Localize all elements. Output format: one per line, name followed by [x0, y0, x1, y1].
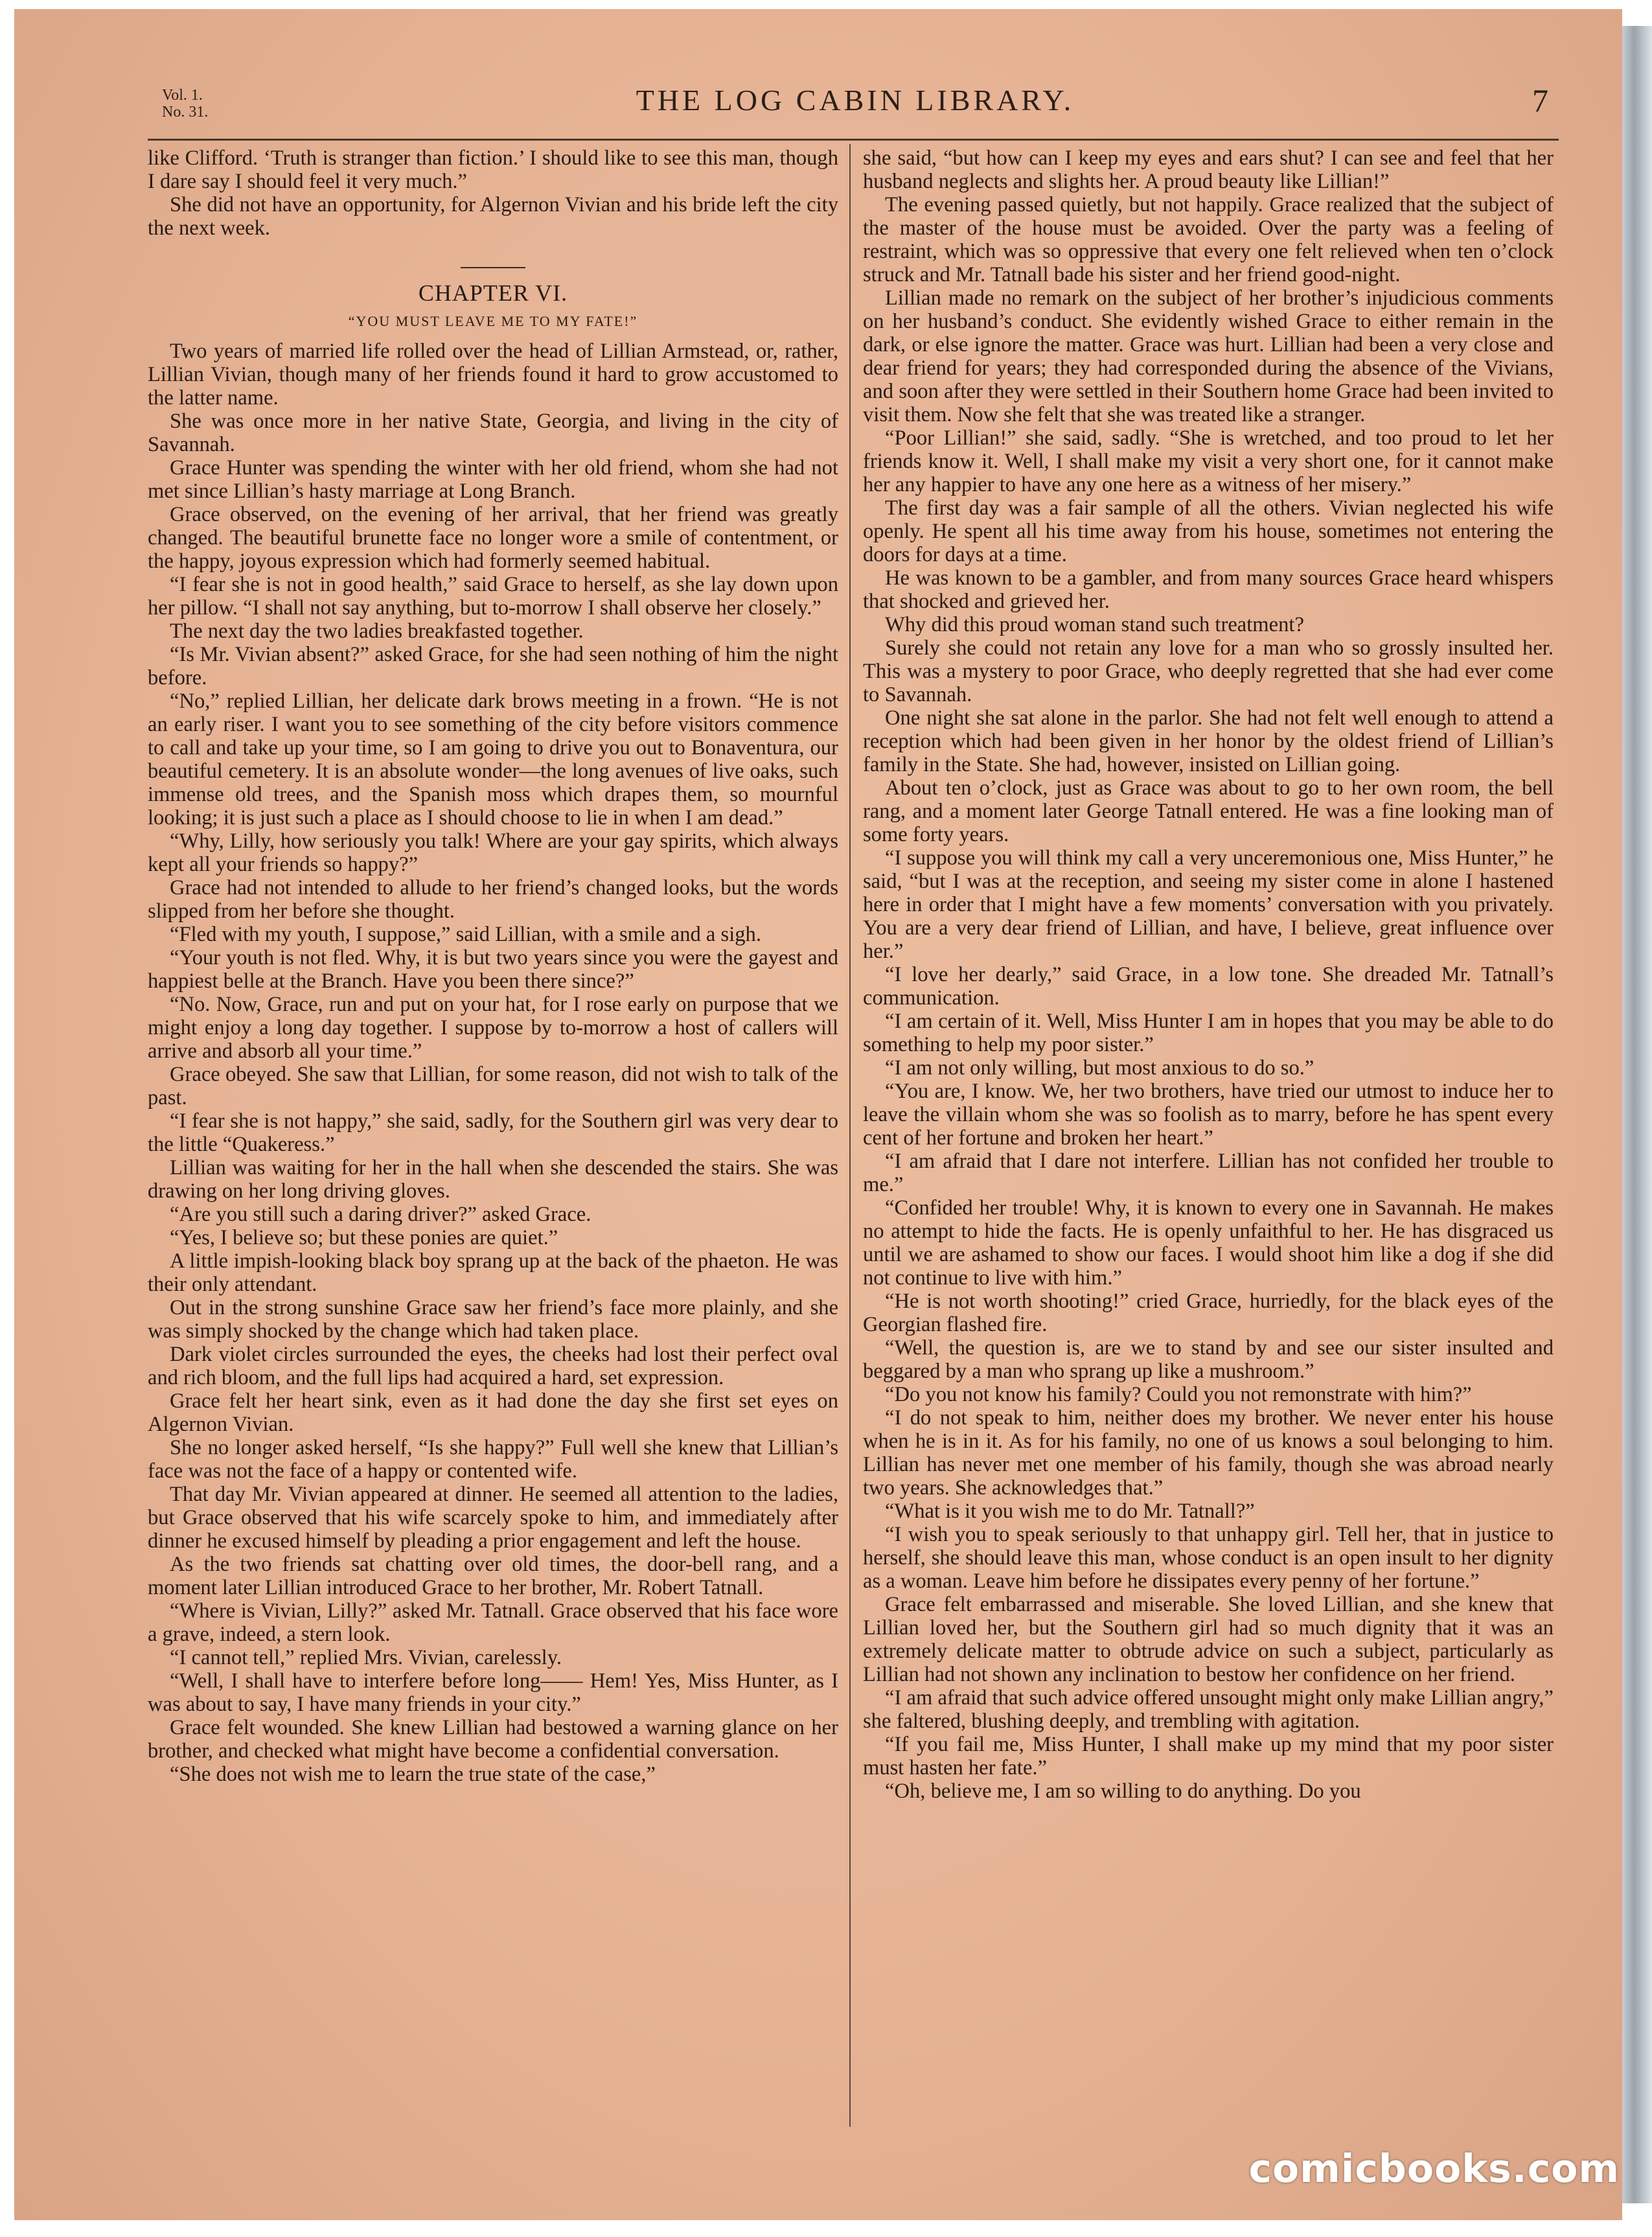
paragraph: Grace Hunter was spending the winter with her old friend, whom she had not met since Lillian’s hasty marriage at Long Branch.: [148, 456, 838, 503]
paragraph: Grace observed, on the evening of her arrival, that her friend was greatly changed. The beautiful brunette face no longer wore a smile of contentment, or the happy, joyous expression which had formerly seemed habitual.: [148, 503, 838, 573]
paragraph: like Clifford. ‘Truth is stranger than fiction.’ I should like to see this man, though I dare say I should feel it very much.”: [148, 146, 838, 193]
paragraph: Grace felt embarrassed and miserable. She loved Lillian, and she knew that Lillian loved her, but the Southern girl had so much dignity that it was an extremely delicate matter to obtrude advice on such a subject, particularly as Lillian had not shown any inclination to bestow her confidence on her friend.: [863, 1593, 1554, 1686]
chapter-separator-rule: [461, 267, 525, 268]
paragraph: “I suppose you will think my call a very unceremonious one, Miss Hunter,” he said, “but I was at the reception, and seeing my sister come in alone I hastened here in order that I might have a few moments’ conversation with you privately. You are a very dear friend of Lillian, and have, I believe, great influence over her.”: [863, 846, 1554, 963]
paragraph: That day Mr. Vivian appeared at dinner. He seemed all attention to the ladies, but Grace observed that his wife scarcely spoke to him, and immediately after dinner he excused himself by pleading a prior engagement and left the house.: [148, 1483, 838, 1553]
paragraph: Grace felt wounded. She knew Lillian had bestowed a warning glance on her brother, and checked what might have become a confidential conversation.: [148, 1716, 838, 1763]
left-column: [148, 146, 838, 1786]
paragraph: “He is not worth shooting!” cried Grace, hurriedly, for the black eyes of the Georgian flashed fire.: [863, 1290, 1554, 1336]
paragraph: Lillian made no remark on the subject of her brother’s injudicious comments on her husband’s conduct. She evidently wished Grace to either remain in the dark, or else ignore the matter. Grace was hurt. Lillian had been a very close and dear friend for years; they had corresponded during the absence of the Vivians, and soon after they were settled in their Southern home Grace had been invited to visit them. Now she felt that she was treated like a stranger.: [863, 286, 1554, 426]
publication-title: THE LOG CABIN LIBRARY.: [636, 84, 1075, 117]
paragraph: “Fled with my youth, I suppose,” said Lillian, with a smile and a sigh.: [170, 923, 761, 946]
paragraph: “Well, I shall have to interfere before long—— Hem! Yes, Miss Hunter, as I was about to say, I have many friends in your city.”: [148, 1669, 838, 1716]
paragraph: The next day the two ladies breakfasted together.: [170, 620, 584, 643]
paragraph: “I love her dearly,” said Grace, in a low tone. She dreaded Mr. Tatnall’s communication.: [863, 963, 1554, 1010]
paragraph: Grace had not intended to allude to her friend’s changed looks, but the words slipped from her before she thought.: [148, 876, 838, 923]
paragraph: “I am not only willing, but most anxious to do so.”: [885, 1056, 1314, 1080]
paragraph: As the two friends sat chatting over old times, the door-bell rang, and a moment later Lillian introduced Grace to her brother, Mr. Robert Tatnall.: [148, 1553, 838, 1599]
paragraph: “No,” replied Lillian, her delicate dark brows meeting in a frown. “He is not an early riser. I want you to see something of the city before visitors commence to call and take up your time, so I am going to drive you out to Bonaventura, our beautiful cemetery. It is an absolute wonder—the long avenues of live oaks, such immense old trees, and the Spanish moss which drapes them, so mournful looking; it is just such a place as I should choose to lie in when I am dead.”: [148, 690, 838, 829]
header-rule: [148, 139, 1559, 141]
chapter-title: CHAPTER VI.: [418, 280, 568, 306]
paragraph: “Do you not know his family? Could you not remonstrate with him?”: [885, 1383, 1472, 1406]
paragraph: Grace felt her heart sink, even as it had done the day she first set eyes on Algernon Vivian.: [148, 1389, 838, 1436]
paragraph: “I fear she is not happy,” she said, sadly, for the Southern girl was very dear to the little “Quakeress.”: [148, 1109, 838, 1156]
paragraph: She no longer asked herself, “Is she happy?” Full well she knew that Lillian’s face was not the face of a happy or contented wife.: [148, 1436, 838, 1483]
paragraph: Grace obeyed. She saw that Lillian, for some reason, did not wish to talk of the past.: [148, 1063, 838, 1109]
paragraph: Lillian was waiting for her in the hall when she descended the stairs. She was drawing on her long driving gloves.: [148, 1156, 838, 1203]
paragraph: Two years of married life rolled over the head of Lillian Armstead, or, rather, Lillian Vivian, though many of her friends found it hard to grow accustomed to the latter name.: [148, 340, 838, 410]
left-column-opening: [148, 146, 838, 240]
paragraph: “I do not speak to him, neither does my brother. We never enter his house when he is in it. As for his family, no one of us knows a soul belonging to him. Lillian has never met one member of his family, though she was abroad nearly two years. She acknowledges that.”: [863, 1406, 1554, 1500]
paragraph: “No. Now, Grace, run and put on your hat, for I rose early on purpose that we might enjoy a long day together. I suppose by to-morrow a host of callers will arrive and absorb all your time.”: [148, 993, 838, 1063]
paragraph: “I cannot tell,” replied Mrs. Vivian, carelessly.: [170, 1646, 562, 1669]
column-divider: [849, 144, 851, 2127]
paragraph: “I fear she is not in good health,” said Grace to herself, as she lay down upon her pillow. “I shall not say anything, but to-morrow I shall observe her closely.”: [148, 573, 838, 620]
paragraph: “Are you still such a daring driver?” asked Grace.: [170, 1203, 591, 1226]
watermark: comicbooks.com: [1248, 2146, 1620, 2192]
paragraph: “Confided her trouble! Why, it is known to every one in Savannah. He makes no attempt to hide the facts. He is openly unfaithful to her. He has disgraced us until we are ashamed to show our faces. I would shoot him like a dog if she did not continue to live with him.”: [863, 1196, 1554, 1290]
paragraph: Why did this proud woman stand such treatment?: [885, 613, 1304, 636]
paragraph: Surely she could not retain any love for a man who so grossly insulted her. This was a mystery to poor Grace, who deeply regretted that she had ever come to Savannah.: [863, 636, 1554, 706]
page-header: [162, 83, 1548, 135]
paragraph: Dark violet circles surrounded the eyes, the cheeks had lost their perfect oval and rich bloom, and the full lips had acquired a hard, set expression.: [148, 1343, 838, 1389]
paragraph: “What is it you wish me to do Mr. Tatnall?”: [885, 1500, 1255, 1523]
paragraph: “Yes, I believe so; but these ponies are quiet.”: [170, 1226, 558, 1249]
paragraph: “Is Mr. Vivian absent?” asked Grace, for she had seen nothing of him the night before.: [148, 643, 838, 690]
paragraph: He was known to be a gambler, and from many sources Grace heard whispers that shocked and grieved her.: [863, 566, 1554, 613]
paragraph: “Well, the question is, are we to stand by and see our sister insulted and beggared by a man who sprang up like a mushroom.”: [863, 1336, 1554, 1383]
chapter-subtitle: “YOU MUST LEAVE ME TO MY FATE!”: [348, 313, 638, 329]
paragraph: “I am certain of it. Well, Miss Hunter I am in hopes that you may be able to do something to help my poor sister.”: [863, 1010, 1554, 1056]
paragraph: “Your youth is not fled. Why, it is but two years since you were the gayest and happiest belle at the Branch. Have you been there since?”: [148, 946, 838, 993]
paragraph: She did not have an opportunity, for Algernon Vivian and his bride left the city the next week.: [148, 193, 838, 240]
paragraph: About ten o’clock, just as Grace was about to go to her own room, the bell rang, and a moment later George Tatnall entered. He was a fine looking man of some forty years.: [863, 776, 1554, 846]
issue-number: No. 31.: [162, 104, 209, 121]
paragraph: The first day was a fair sample of all the others. Vivian neglected his wife openly. He spent all his time away from his house, sometimes not entering the doors for days at a time.: [863, 496, 1554, 566]
page-number: 7: [1532, 82, 1548, 119]
paragraph: “You are, I know. We, her two brothers, have tried our utmost to induce her to leave the villain whom she was so foolish as to marry, before he has spent every cent of her fortune and broken her heart.”: [863, 1080, 1554, 1150]
paragraph: She was once more in her native State, Georgia, and living in the city of Savannah.: [148, 410, 838, 456]
paragraph: “Oh, believe me, I am so willing to do anything. Do you: [885, 1779, 1361, 1803]
paragraph: Out in the strong sunshine Grace saw her friend’s face more plainly, and she was simply shocked by the change which had taken place.: [148, 1296, 838, 1343]
paragraph: she said, “but how can I keep my eyes and ears shut? I can see and feel that her husband neglects and slights her. A proud beauty like Lillian!”: [863, 146, 1554, 193]
right-column: [863, 146, 1554, 1803]
paragraph: “I am afraid that such advice offered unsought might only make Lillian angry,” she faltered, blushing deeply, and trembling with agitation.: [863, 1686, 1554, 1733]
paragraph: “Why, Lilly, how seriously you talk! Where are your gay spirits, which always kept all your friends so happy?”: [148, 829, 838, 876]
paragraph: “Where is Vivian, Lilly?” asked Mr. Tatnall. Grace observed that his face wore a grave, indeed, a stern look.: [148, 1599, 838, 1646]
volume-number: Vol. 1.: [162, 87, 203, 104]
paragraph: The evening passed quietly, but not happily. Grace realized that the subject of the master of the house must be avoided. Over the party was a feeling of restraint, which was so oppressive that every one felt relieved when ten o’clock struck and Mr. Tatnall bade his sister and her friend good-night.: [863, 193, 1554, 286]
scan-edge-strip: [1622, 26, 1652, 2203]
paragraph: “I am afraid that I dare not interfere. Lillian has not confided her trouble to me.”: [863, 1150, 1554, 1196]
paragraph: A little impish-looking black boy sprang up at the back of the phaeton. He was their only attendant.: [148, 1249, 838, 1296]
chapter-body-left: [148, 340, 838, 1786]
paragraph: “I wish you to speak seriously to that unhappy girl. Tell her, that in justice to herself, she should leave this man, whose conduct is an open insult to her dignity as a woman. Leave him before he dissipates every penny of her fortune.”: [863, 1523, 1554, 1593]
paragraph: “She does not wish me to learn the true state of the case,”: [170, 1763, 656, 1786]
paragraph: One night she sat alone in the parlor. She had not felt well enough to attend a reception which had been given in her honor by the oldest friend of Lillian’s family in the State. She had, however, insisted on Lillian going.: [863, 706, 1554, 776]
paragraph: “If you fail me, Miss Hunter, I shall make up my mind that my poor sister must hasten her fate.”: [863, 1733, 1554, 1779]
paragraph: “Poor Lillian!” she said, sadly. “She is wretched, and too proud to let her friends know it. Well, I shall make my visit a very short one, for it cannot make her any happier to have any one here as a witness of her misery.”: [863, 426, 1554, 496]
